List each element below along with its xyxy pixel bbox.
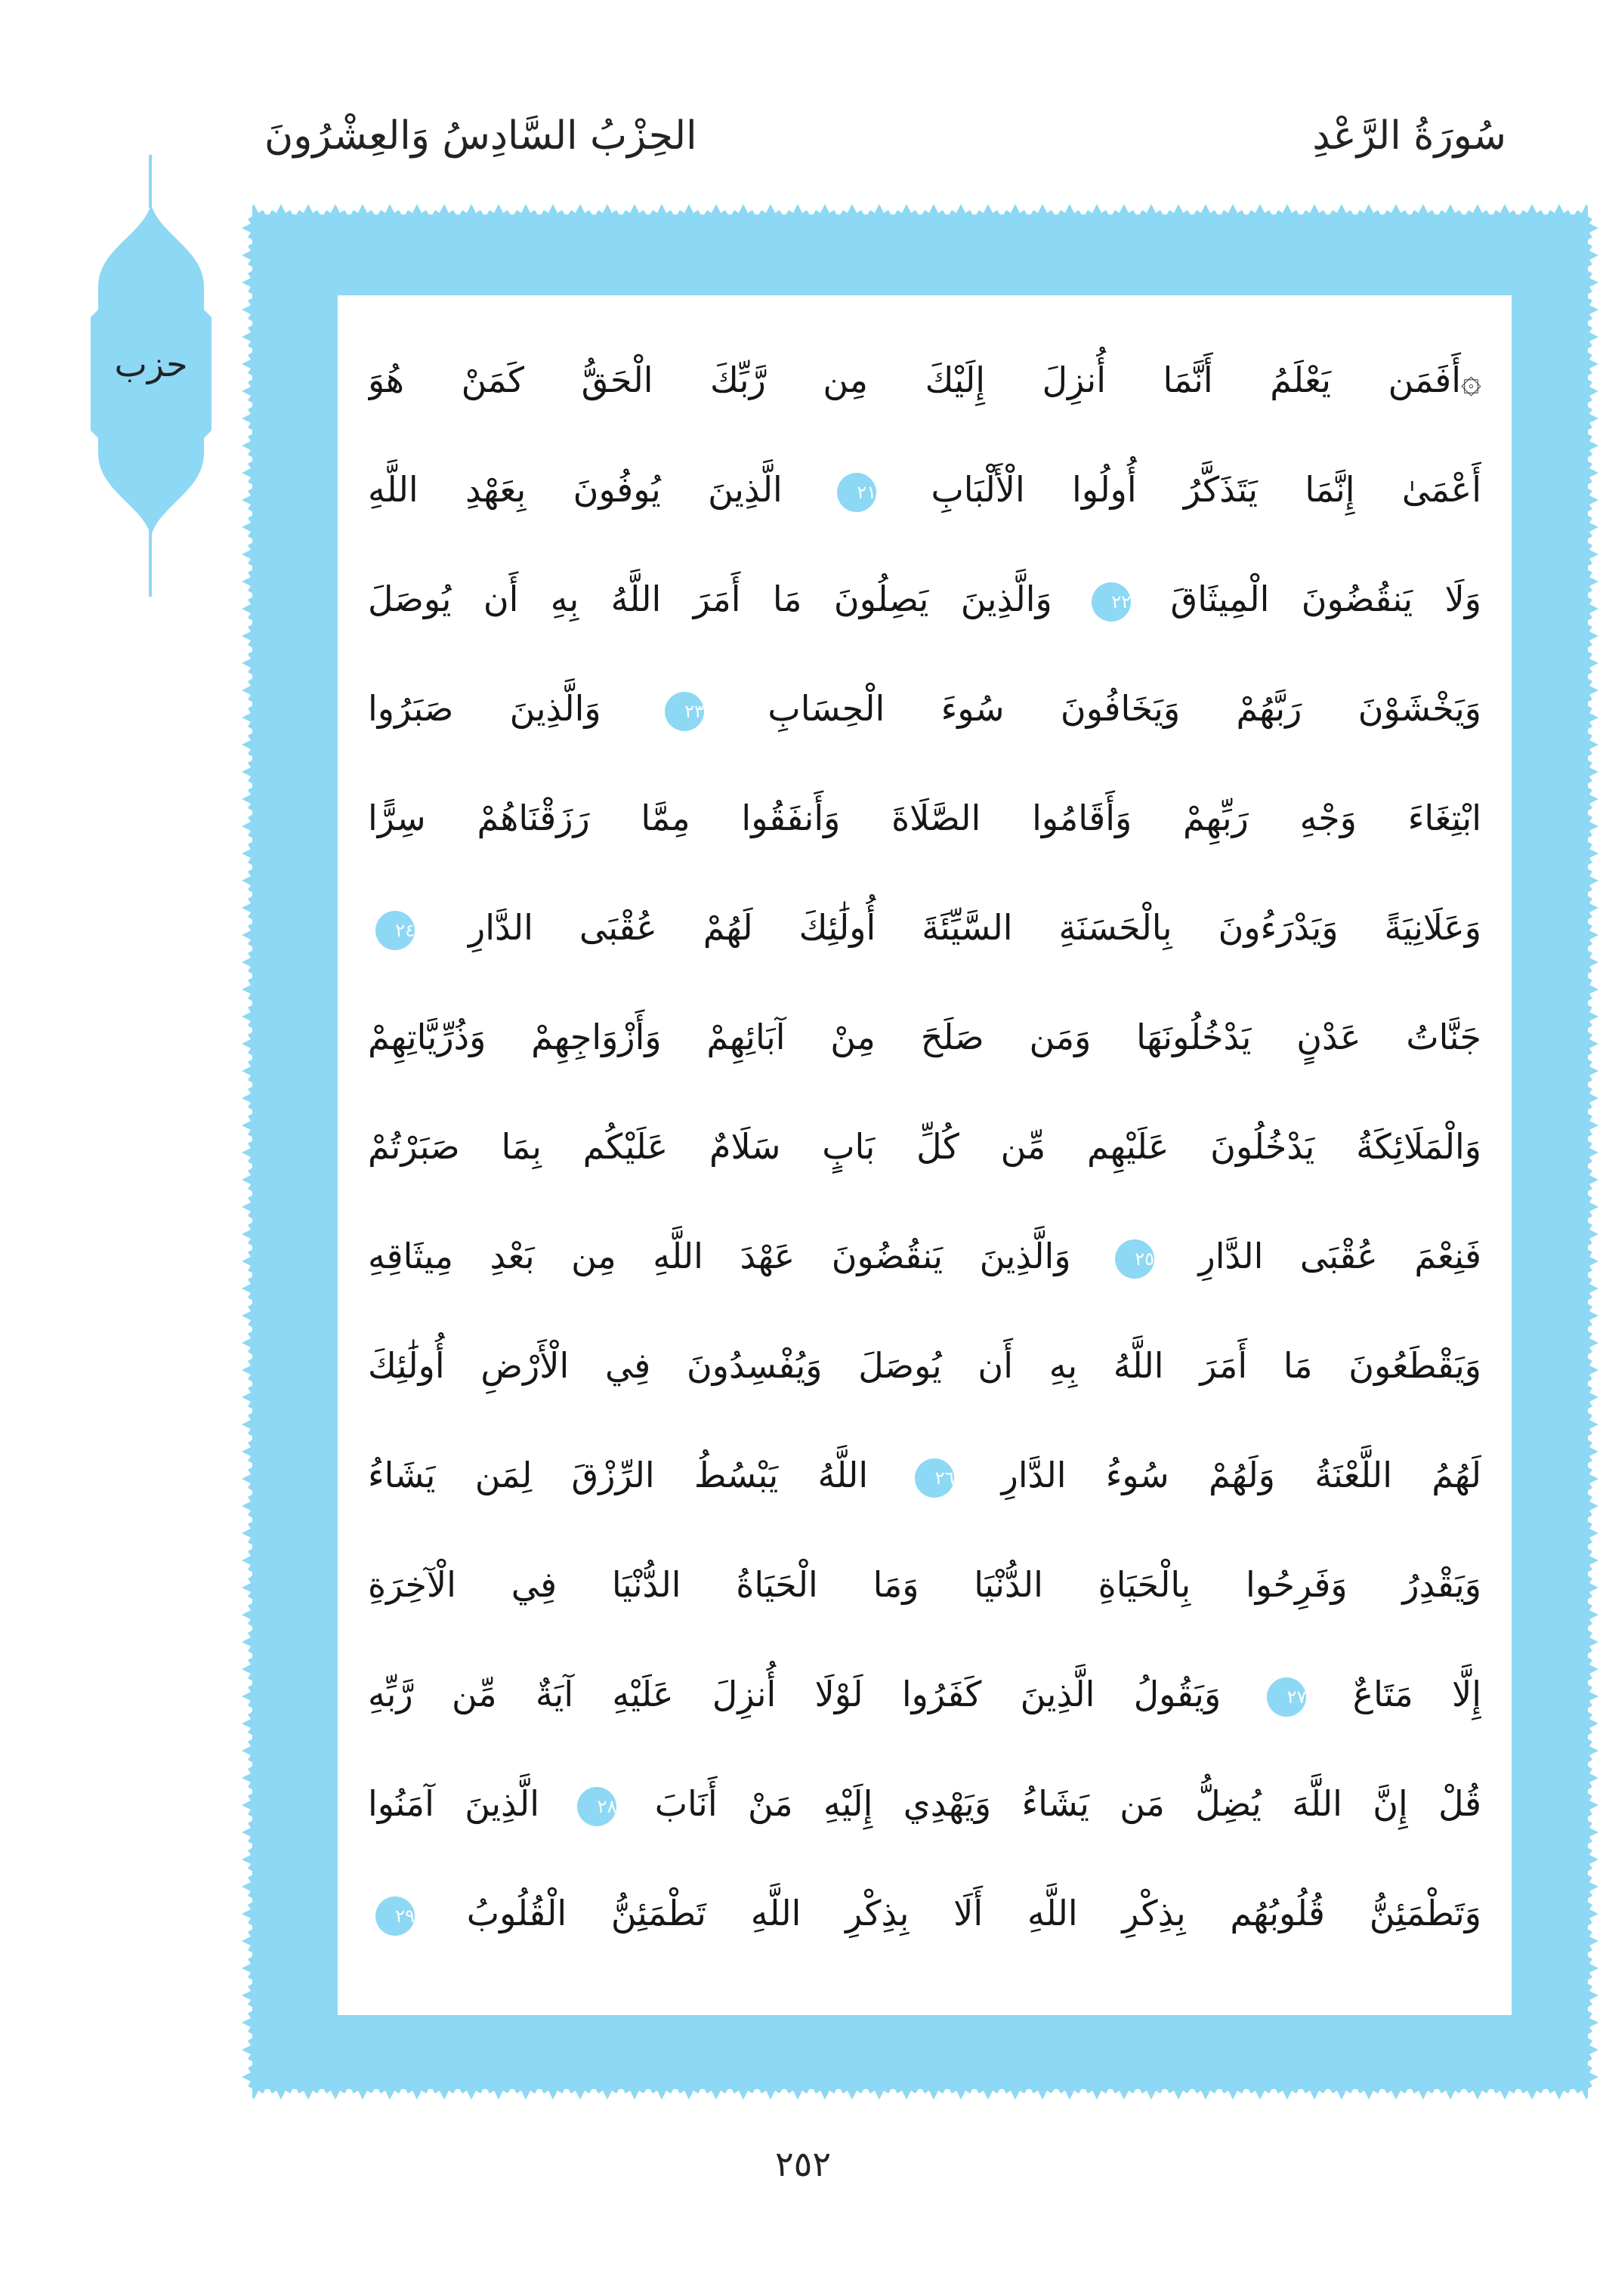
surah-title: سُورَةُ الرَّعْدِ bbox=[1312, 113, 1506, 159]
ayah-number-marker: ٢٣ bbox=[665, 692, 704, 731]
verse-text: وَلَا يَنقُضُونَ الْمِيثَاقَ bbox=[1170, 579, 1481, 619]
ayah-number-marker: ٢٧ bbox=[1267, 1677, 1306, 1717]
verse-line bbox=[368, 545, 1481, 654]
verse-text: جَنَّاتُ عَدْنٍ يَدْخُلُونَهَا وَمَن صَلَحَ مِنْ آبَائِهِمْ وَأَزْوَاجِهِمْ وَذُرِّيَّاتِهِمْ bbox=[368, 1017, 1481, 1057]
verse-text: وَيَقْدِرُ وَفَرِحُوا بِالْحَيَاةِ الدُّنْيَا وَمَا الْحَيَاةُ الدُّنْيَا فِي الْآخِرَةِ bbox=[368, 1564, 1481, 1605]
verse-text: وَالَّذِينَ صَبَرُوا bbox=[368, 688, 601, 729]
verse-text: وَالَّذِينَ يَصِلُونَ مَا أَمَرَ اللَّهُ بِهِ أَن يُوصَلَ bbox=[368, 579, 1052, 619]
ayah-number-marker: ٢١ bbox=[837, 473, 876, 512]
verse-line bbox=[368, 326, 1481, 435]
ayah-number-marker: ٢٨ bbox=[577, 1787, 616, 1826]
verse-line bbox=[368, 764, 1481, 873]
hizb-title: الحِزْبُ السَّادِسُ وَالعِشْرُونَ bbox=[264, 113, 697, 159]
verse-text: وَعَلَانِيَةً وَيَدْرَءُونَ بِالْحَسَنَةِ السَّيِّئَةَ أُولَٰئِكَ لَهُمْ عُقْبَى الدَّارِ bbox=[468, 907, 1481, 948]
verse-text: ابْتِغَاءَ وَجْهِ رَبِّهِمْ وَأَقَامُوا الصَّلَاةَ وَأَنفَقُوا مِمَّا رَزَقْنَاهُمْ سِرًّا bbox=[368, 798, 1481, 838]
verse-line bbox=[368, 1859, 1481, 1968]
verse-line bbox=[368, 1640, 1481, 1749]
hizb-marker-line-bottom bbox=[149, 529, 152, 597]
verse-line bbox=[368, 1092, 1481, 1202]
verse-line bbox=[368, 1202, 1481, 1311]
ayah-number-marker: ٢٤ bbox=[375, 911, 415, 950]
verse-text: فَنِعْمَ عُقْبَى الدَّارِ bbox=[1198, 1236, 1481, 1276]
verse-line bbox=[368, 1421, 1481, 1530]
verse-text: قُلْ إِنَّ اللَّهَ يُضِلُّ مَن يَشَاءُ وَيَهْدِي إِلَيْهِ مَنْ أَنَابَ bbox=[654, 1783, 1481, 1824]
verse-text: وَيَقْطَعُونَ مَا أَمَرَ اللَّهُ بِهِ أَن يُوصَلَ وَيُفْسِدُونَ فِي الْأَرْضِ أُولَٰئِكَ bbox=[368, 1345, 1481, 1386]
text-panel bbox=[338, 295, 1512, 2015]
ayah-number-marker: ٢٦ bbox=[915, 1458, 954, 1498]
verse-text: الَّذِينَ يُوفُونَ بِعَهْدِ اللَّهِ bbox=[368, 469, 783, 510]
verse-text: وَيَخْشَوْنَ رَبَّهُمْ وَيَخَافُونَ سُوءَ الْحِسَابِ bbox=[767, 688, 1481, 729]
verse-line bbox=[368, 1311, 1481, 1421]
verse-text: اللَّهُ يَبْسُطُ الرِّزْقَ لِمَن يَشَاءُ bbox=[368, 1455, 869, 1495]
verse-text: وَالَّذِينَ يَنقُضُونَ عَهْدَ اللَّهِ مِن بَعْدِ مِيثَاقِهِ bbox=[368, 1236, 1071, 1276]
verse-line bbox=[368, 983, 1481, 1092]
page-number: ٢٥٢ bbox=[774, 2143, 832, 2184]
verse-text: الَّذِينَ آمَنُوا bbox=[368, 1783, 539, 1824]
hizb-marker-label: حزب bbox=[114, 344, 188, 384]
hizb-marker-line-top bbox=[149, 155, 152, 208]
verse-text: أَعْمَىٰ إِنَّمَا يَتَذَكَّرُ أُولُوا الْأَلْبَابِ bbox=[931, 469, 1481, 510]
verse-line bbox=[368, 435, 1481, 545]
verse-line bbox=[368, 1749, 1481, 1859]
verse-lines bbox=[368, 326, 1481, 1985]
verse-text: وَتَطْمَئِنُّ قُلُوبُهُم بِذِكْرِ اللَّهِ أَلَا بِذِكْرِ اللَّهِ تَطْمَئِنُّ الْقُلُوبُ bbox=[466, 1893, 1481, 1933]
verse-line bbox=[368, 654, 1481, 764]
ayah-number-marker: ٢٩ bbox=[375, 1896, 415, 1936]
verse-line bbox=[368, 873, 1481, 983]
verse-text: لَهُمُ اللَّعْنَةُ وَلَهُمْ سُوءُ الدَّارِ bbox=[1001, 1455, 1481, 1495]
ayah-number-marker: ٢٢ bbox=[1092, 582, 1131, 622]
verse-text: وَيَقُولُ الَّذِينَ كَفَرُوا لَوْلَا أُنزِلَ عَلَيْهِ آيَةٌ مِّن رَّبِّهِ bbox=[368, 1674, 1221, 1714]
verse-text: وَالْمَلَائِكَةُ يَدْخُلُونَ عَلَيْهِم مِّن كُلِّ بَابٍ سَلَامٌ عَلَيْكُم بِمَا صَبَرْتُمْ bbox=[368, 1126, 1481, 1167]
verse-line bbox=[368, 1530, 1481, 1640]
verse-text: ۞أَفَمَن يَعْلَمُ أَنَّمَا أُنزِلَ إِلَيْكَ مِن رَّبِّكَ الْحَقُّ كَمَنْ هُوَ bbox=[368, 360, 1481, 400]
verse-text: إِلَّا مَتَاعٌ bbox=[1352, 1674, 1481, 1714]
ayah-number-marker: ٢٥ bbox=[1115, 1239, 1154, 1279]
